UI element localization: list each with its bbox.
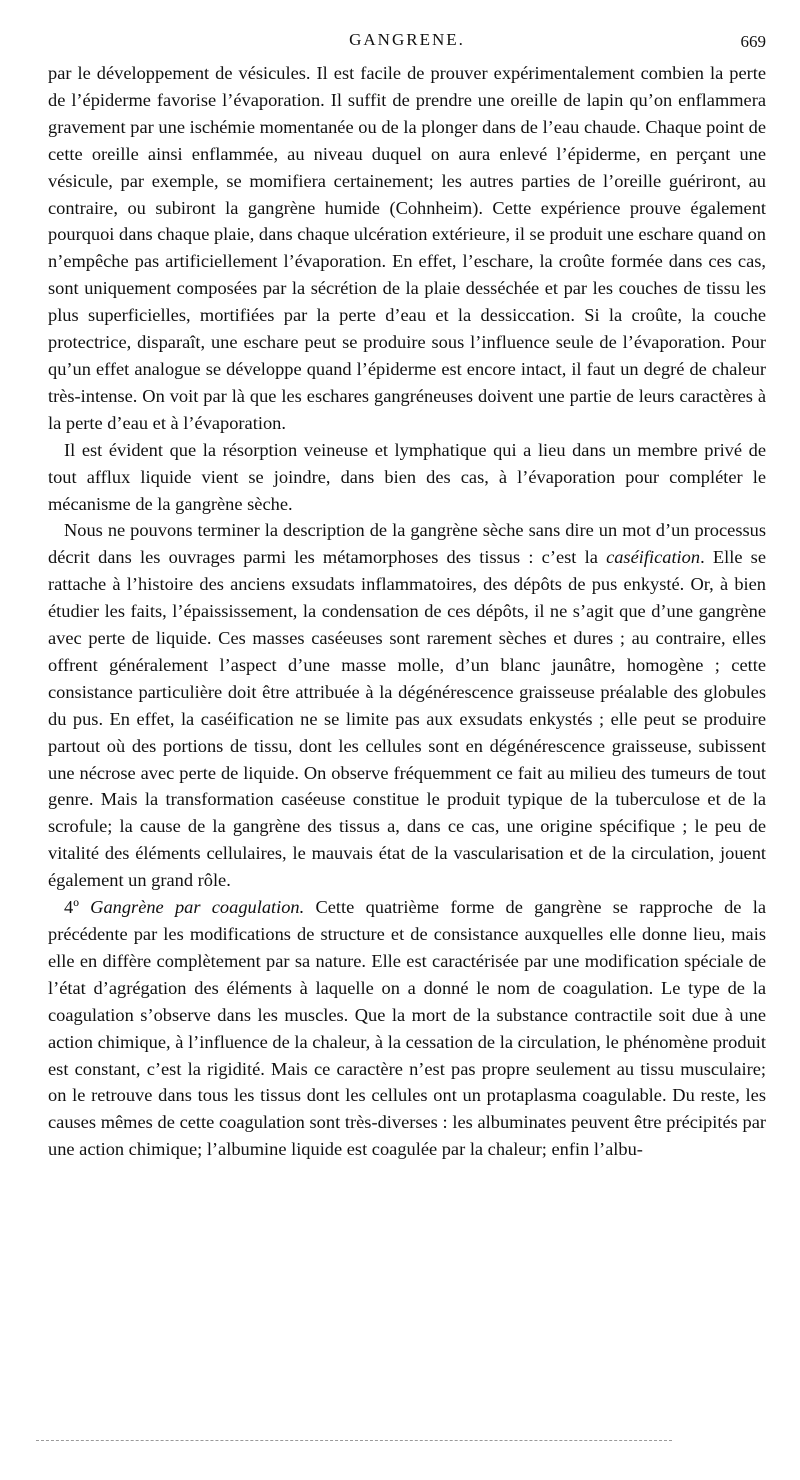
- paragraph-caseification-start: Nous ne pouvons terminer la description de la gangrène sèche sans dire un mot d’un processus décrit dans les ouvrages parmi les métamorphoses des tissus : c’est la: [48, 520, 766, 568]
- paragraph-coagulation-text: Cette quatrième forme de gangrène se rapproche de la précédente par les modifications de structure et de consistance auxquelles elle donne lieu, mais elle en diffère complètement par sa nature. Elle est caractérisée par une modification spéciale de l’état d’agrégation des éléments à laquelle on a donné le nom de coagulation. Le type de la coagulation s’observe dans les muscles. Que la mort de la substance contractile soit due à une action chimique, à l’influence de la chaleur, à la cessation de la circulation, le phénomène produit est constant, c’est la rigidité. Mais ce caractère n’est pas propre seulement au tissu musculaire; on le retrouve dans tous les tissus dont les cellules ont un protaplasma coagulable. Du reste, les causes mêmes de cette coagulation sont très-diverses : les albuminates peuvent être précipités par une action chimique; l’albumine liquide est coagulée par la chaleur; enfin l’albu-: [48, 897, 766, 1160]
- paragraph-caseification-rest: . Elle se rattache à l’histoire des anciens exsudats inflammatoires, des dépôts de pus enkysté. Or, à bien étudier les faits, l’épaississement, la condensation de ces dépôts, il ne s’agit que d’une gangrène avec perte de liquide. Ces masses caséeuses sont rarement sèches et dures ; au contraire, elles offrent généralement l’aspect d’une masse molle, d’un blanc jaunâtre, homogène ; cette consistance particulière doit être attribuée à la dégénérescence graisseuse préalable des globules du pus. En effet, la caséification ne se limite pas aux exsudats enkystés ; elle peut se produire partout où des portions de tissu, dont les cellules sont en dégénérescence graisseuse, subissent une nécrose avec perte de liquide. On observe fréquemment ce fait au milieu des tumeurs de tout genre. Mais la transformation caséeuse constitue le produit typique de la tuberculose et de la scrofule; la cause de la gangrène des tissus a, dans ce cas, une origine spécifique ; le peu de vitalité des éléments cellulaires, le mauvais état de la vascularisation et de la circulation, jouent également un grand rôle.: [48, 547, 767, 891]
- paragraph-resorption: Il est évident que la résorption veineuse et lymphatique qui a lieu dans un membre privé de tout afflux liquide vient se joindre, dans bien des cas, à l’évaporation pour compléter le mécanisme de la gangrène sèche.: [48, 439, 766, 514]
- section-heading: Gangrène par coagulation.: [90, 897, 305, 918]
- paragraph-coagulation: [48, 894, 766, 1163]
- footer-rule: [36, 1440, 672, 1441]
- page-number: 669: [740, 32, 766, 51]
- caseification-term: caséification: [606, 547, 701, 568]
- running-head: [48, 30, 766, 54]
- paragraph-evaporation: par le développement de vésicules. Il est facile de prouver expérimentalement combien la perte de l’épiderme favorise l’évaporation. Il suffit de prendre une oreille de lapin qu’on enflammera gravement par une ischémie momentanée ou de la plonger dans de l’eau chaude. Chaque point de cette oreille ainsi enflammée, au niveau duquel on aura enlevé l’épiderme, en perçant une vésicule, par exemple, se momifiera certainement; les autres parties de l’oreille guériront, au contraire, ou subiront la gangrène humide (Cohnheim). Cette expérience prouve également pourquoi dans chaque plaie, dans chaque ulcération extérieure, il se produit une eschare quand on n’empêche pas artificiellement l’évaporation. En effet, l’eschare, la croûte formée dans ces cas, sont uniquement composées par la sécrétion de la plaie desséchée et par les couches de tissu les plus superficielles, mortifiées par la perte d’eau et la dessiccation. Si la croûte, la couche protectrice, disparaît, une eschare peut se produire sous l’influence seule de l’évaporation. Pour qu’un effet analogue se développe quand l’épiderme est encore intact, il faut un degré de chaleur très-intense. On voit par là que les eschares gangréneuses doivent une partie de leurs caractères à la perte d’eau et à l’évaporation.: [48, 63, 766, 433]
- body-text: [48, 60, 766, 1163]
- section-number: 4º: [64, 897, 79, 918]
- paragraph-caseification: [48, 517, 766, 894]
- running-title: GANGRENE.: [349, 30, 465, 49]
